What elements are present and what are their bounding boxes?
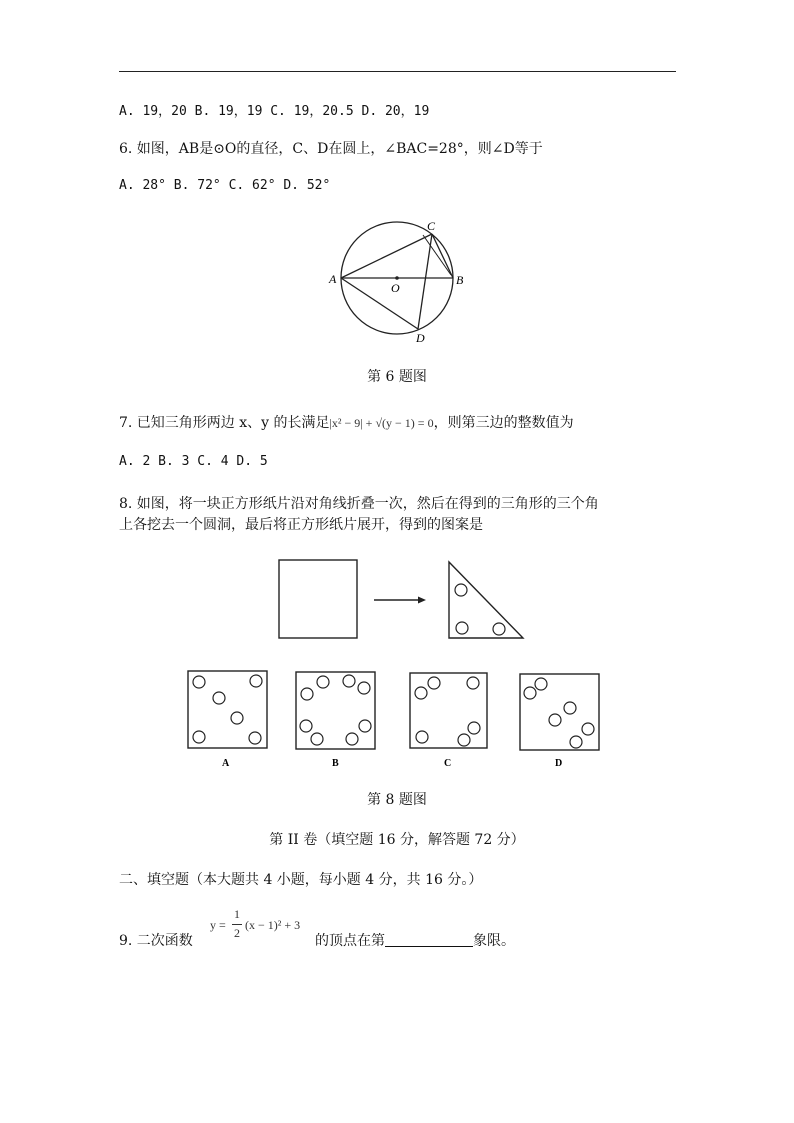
q8-choice-b-label: B [332,758,339,769]
q9-stem-after-group [315,930,515,950]
q6-circle-figure [325,215,475,345]
part2-title: 第 II 卷（填空题 16 分，解答题 72 分） [269,832,525,848]
q9-formula [210,905,314,945]
q6-stem: 6. 如图，AB是⊙O的直径，C、D在圆上，∠BAC=28°，则∠D等于 [119,141,543,157]
label-B: B [456,273,464,287]
q8-fold-figure [180,555,620,775]
section-fill-in-title: 二、填空题（本大题共 4 小题，每小题 4 分，共 16 分。） [119,872,483,888]
q7-stem-before: 7. 已知三角形两边 x、y 的长满足 [119,415,330,431]
q8-choice-a-label: A [222,758,230,769]
label-C: C [427,219,436,233]
q8-choice-b-figure [296,672,375,749]
q9-answer-blank[interactable] [385,932,473,947]
q9-stem-before: 9. 二次函数 [119,933,193,949]
q8-choice-d-figure [520,674,599,750]
q7-options: A. 2 B. 3 C. 4 D. 5 [119,454,268,469]
q8-stem-line2: 上各挖去一个圆洞，最后将正方形纸片展开，得到的图案是 [119,517,483,533]
header-rule [119,71,676,72]
q9-formula-fraction-bar [232,924,242,925]
q8-choice-a-figure [188,671,267,748]
q9-formula-denominator: 2 [234,926,240,940]
q9-formula-numerator: 1 [234,907,240,921]
q8-choice-d-label: D [555,758,563,769]
q8-choice-c-label: C [444,758,452,769]
q8-stem-line1: 8. 如图，将一块正方形纸片沿对角线折叠一次，然后在得到的三角形的三个角 [119,496,599,512]
q7-formula: |x² − 9| + √(y − 1) = 0 [329,416,434,430]
q7-stem [119,412,574,432]
q5-options: A. 19，20 B. 19，19 C. 19，20.5 D. 20，19 [119,104,430,119]
q7-stem-after: ，则第三边的整数值为 [433,415,574,431]
label-A: A [329,272,337,286]
q8-caption: 第 8 题图 [367,792,427,808]
q8-choice-c-figure [410,673,487,748]
label-O: O [391,281,400,295]
q6-options: A. 28° B. 72° C. 62° D. 52° [119,178,331,193]
q9-formula-rest: (x − 1)² + 3 [245,918,301,932]
label-D: D [416,331,425,345]
q6-caption: 第 6 题图 [367,369,427,385]
q9-stem-after: 的顶点在第 [315,933,385,949]
q9-stem-end: 象限。 [473,933,515,949]
q9-formula-y: y = [210,918,226,932]
